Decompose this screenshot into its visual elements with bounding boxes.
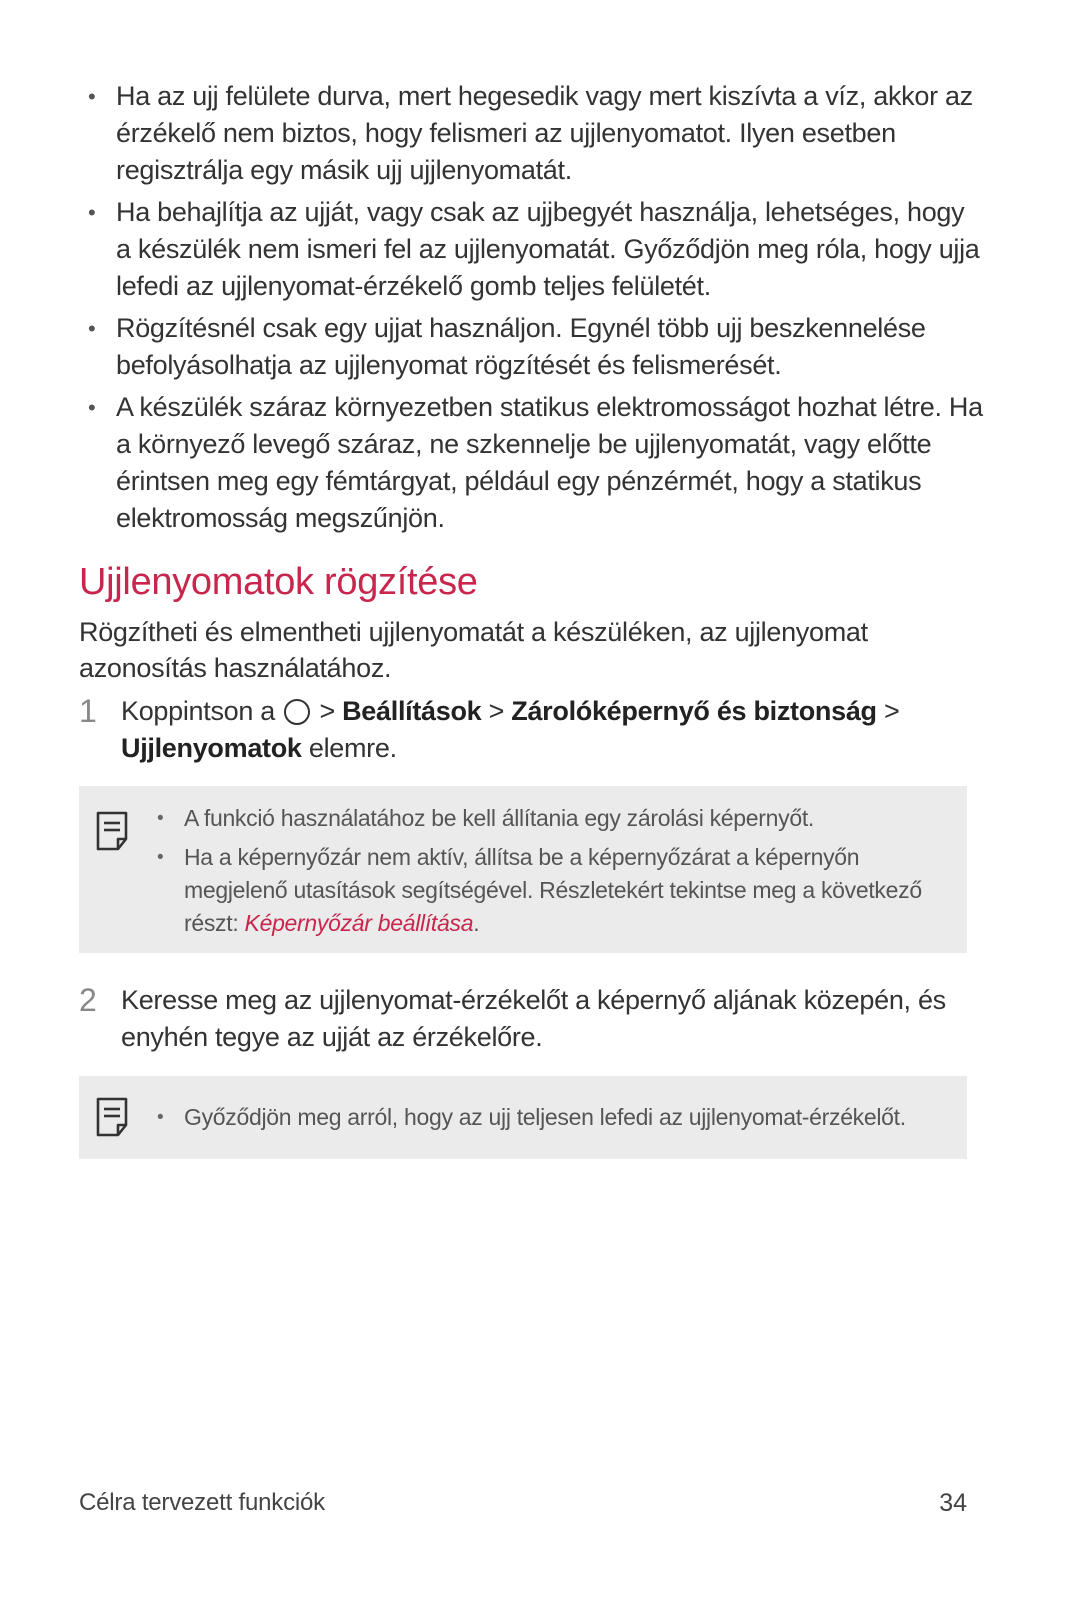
home-button-icon [284, 699, 310, 725]
page-number: 34 [939, 1489, 967, 1517]
bullet-icon: • [88, 395, 96, 420]
note-text: A funkció használatához be kell állítania egy zárolási képernyőt. [184, 805, 815, 831]
menu-settings: Beállítások [342, 696, 482, 726]
cross-reference-link[interactable]: Képernyőzár beállítása [244, 910, 474, 936]
bullet-icon: • [157, 1107, 164, 1128]
note-icon [95, 810, 129, 852]
bullet-icon: • [88, 84, 96, 109]
bullet-icon: • [88, 200, 96, 225]
list-item [157, 1101, 957, 1134]
bullet-icon: • [88, 316, 96, 341]
list-item [157, 841, 947, 940]
step-suffix: elemre. [308, 733, 397, 763]
note-text: Ha a képernyőzár nem aktív, állítsa be a képernyőzárat a képernyőn megjelenő utasítások segítségével. Részletekért tekintse meg a következő részt: [184, 844, 922, 936]
separator: > [488, 696, 505, 726]
footer-section-title: Célra tervezett funkciók [79, 1489, 325, 1516]
bullet-text: Rögzítésnél csak egy ujjat használjon. Egynél több ujj beszkennelése befolyásolhatja az ujjlenyomat rögzítését és felismerését. [116, 313, 926, 380]
step-prefix: Koppintson a [121, 696, 276, 726]
step-number: 2 [79, 982, 97, 1018]
separator: > [883, 696, 900, 726]
bullet-icon: • [157, 847, 164, 868]
list-item [86, 194, 986, 305]
note-icon [95, 1096, 129, 1138]
section-heading: Ujjlenyomatok rögzítése [79, 561, 478, 603]
separator: > [319, 696, 335, 726]
note-box [79, 786, 967, 953]
bullet-text: Ha az ujj felülete durva, mert hegesedik vagy mert kiszívta a víz, akkor az érzékelő nem biztos, hogy felismeri az ujjlenyomatot. Ilyen esetben regisztrálja egy másik ujj ujjlenyomatát. [116, 81, 973, 185]
list-item [86, 310, 986, 384]
note-box [79, 1076, 967, 1159]
note-text: Győződjön meg arról, hogy az ujj teljesen lefedi az ujjlenyomat-érzékelőt. [184, 1104, 906, 1130]
list-item [157, 802, 947, 835]
menu-fingerprints: Ujjlenyomatok [121, 733, 302, 763]
step-number: 1 [79, 693, 97, 729]
list-item [86, 78, 986, 189]
note-text-end: . [473, 910, 480, 936]
bullet-text: A készülék száraz környezetben statikus elektromosságot hozhat létre. Ha a környező levegő száraz, ne szkennelje be ujjlenyomatát, vagy előtte érintsen meg egy fémtárgyat, például egy pénzérmét, hogy a statikus elektromosság megszűnjön. [116, 392, 983, 533]
note-list [157, 1101, 957, 1140]
tips-list [86, 78, 986, 542]
bullet-icon: • [157, 808, 164, 829]
step-text [121, 693, 971, 767]
note-list [157, 802, 947, 946]
step-text: Keresse meg az ujjlenyomat-érzékelőt a képernyő aljának közepén, és enyhén tegye az ujját az érzékelőre. [121, 985, 946, 1052]
menu-lock-screen-security: Zárolóképernyő és biztonság [511, 696, 877, 726]
list-item [86, 389, 986, 537]
bullet-text: Ha behajlítja az ujját, vagy csak az ujjbegyét használja, lehetséges, hogy a készülék nem ismeri fel az ujjlenyomatát. Győződjön meg róla, hogy ujja lefedi az ujjlenyomat-érzékelő gomb teljes felületét. [116, 197, 980, 301]
section-intro: Rögzítheti és elmentheti ujjlenyomatát a készüléken, az ujjlenyomat azonosítás használatához. [79, 617, 868, 683]
